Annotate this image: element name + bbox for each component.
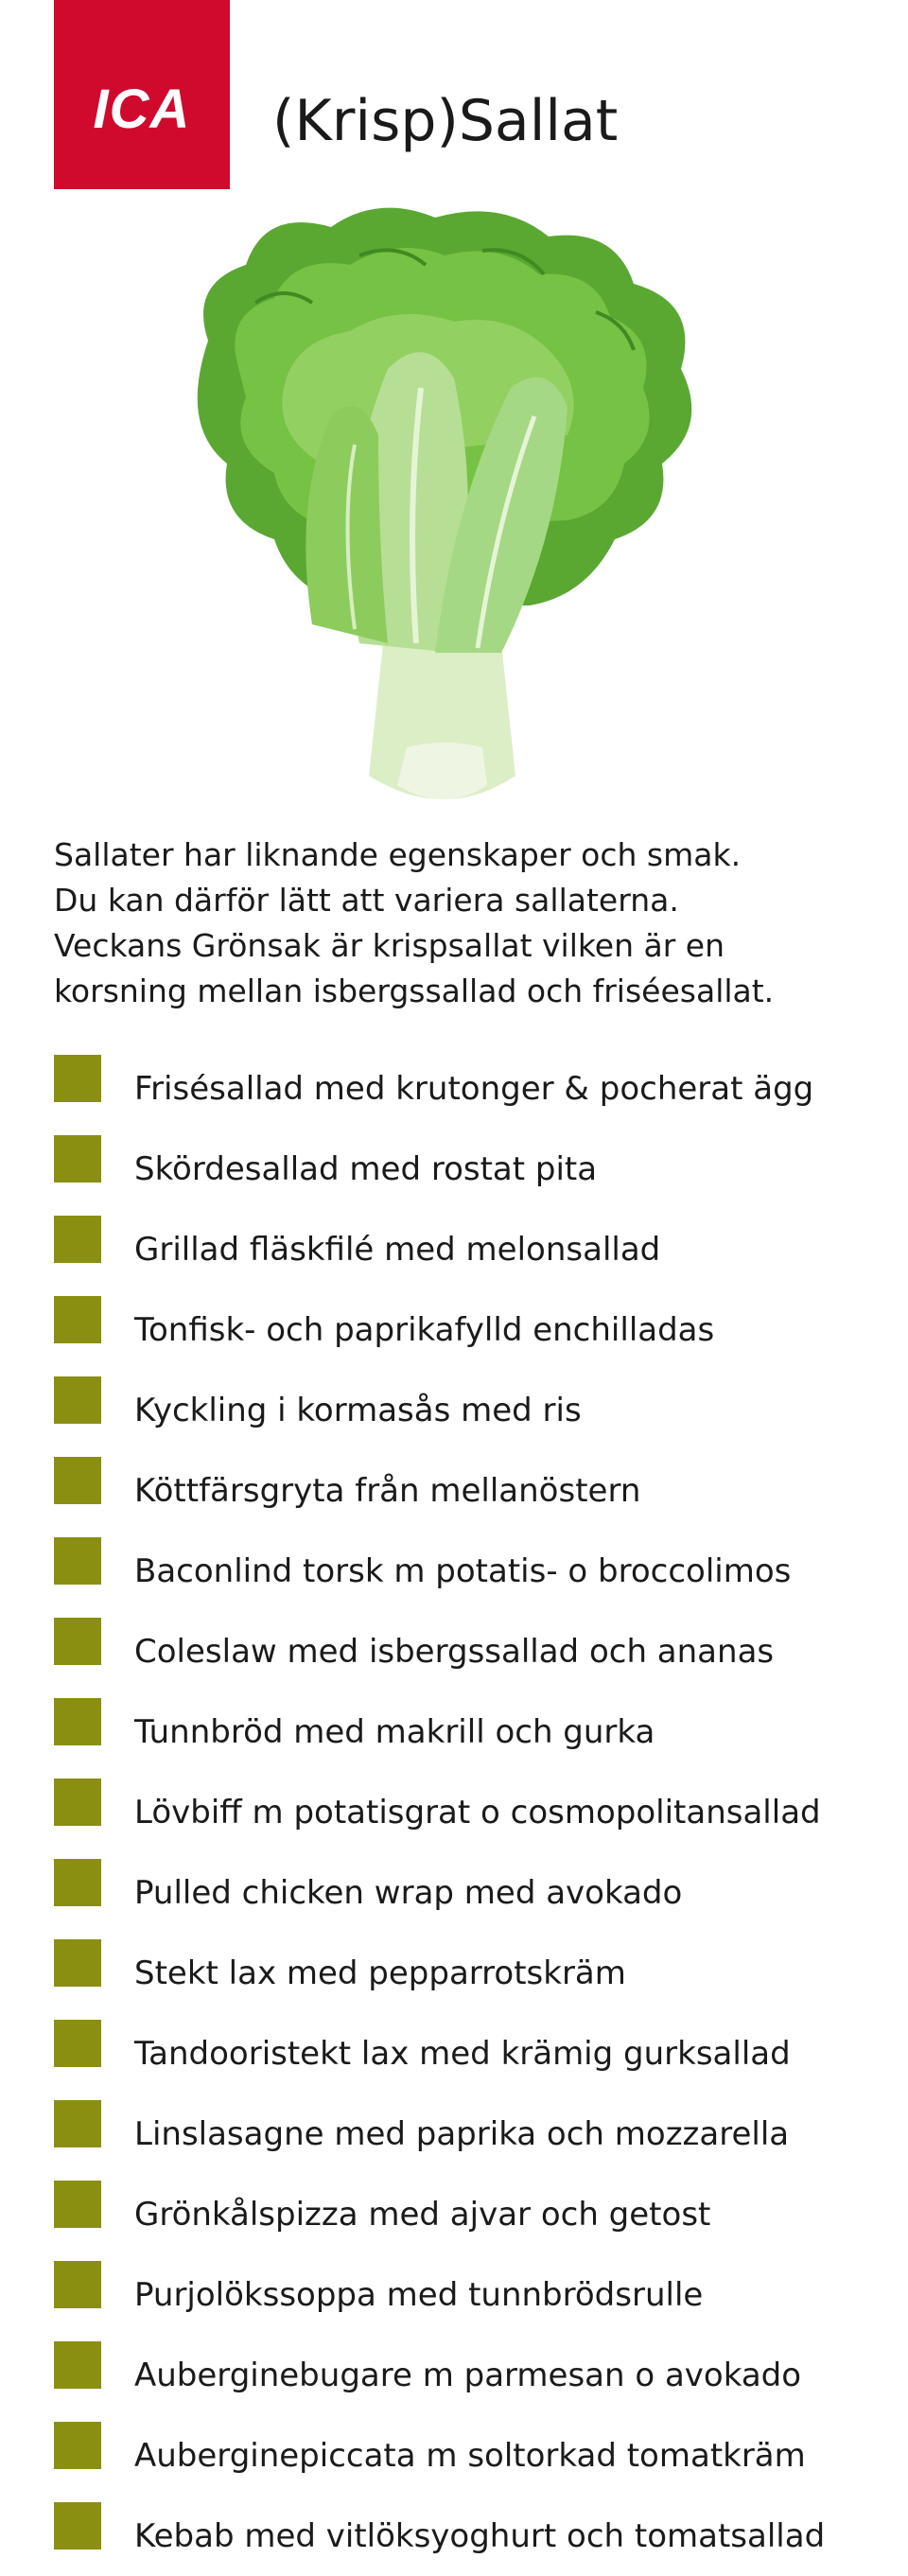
recipe-item (54, 1933, 896, 2013)
intro-line: Veckans Grönsak är krispsallat vilken är en (54, 927, 725, 964)
recipe-label: Baconlind torsk m potatis- o broccolimos (134, 1551, 792, 1590)
recipe-label: Lövbiff m potatisgrat o cosmopolitansallad (134, 1793, 821, 1831)
recipe-label: Köttfärsgryta från mellanöstern (134, 1471, 641, 1510)
recipe-label: Kebab med vitlöksyoghurt och tomatsallad (134, 2516, 826, 2555)
logo-text: ICA (93, 78, 191, 140)
recipe-label: Tunnbröd med makrill och gurka (134, 1712, 655, 1751)
intro-line: korsning mellan isbergssallad och friséesallat. (54, 973, 775, 1009)
recipe-label: Frisésallad med krutonger & pocherat ägg (134, 1069, 814, 1108)
square-bullet-icon (54, 1537, 101, 1585)
recipe-item (54, 1450, 896, 1531)
square-bullet-icon (54, 1216, 101, 1263)
square-bullet-icon (54, 1859, 101, 1906)
recipe-item (54, 2415, 896, 2496)
square-bullet-icon (54, 2502, 101, 2550)
recipe-label: Tandooristekt lax med krämig gurksallad (134, 2034, 791, 2073)
square-bullet-icon (54, 1779, 101, 1826)
recipe-label: Linslasagne med paprika och mozzarella (134, 2114, 790, 2153)
recipe-label: Auberginebugare m parmesan o avokado (134, 2356, 802, 2394)
recipe-item (54, 1531, 896, 1611)
intro-line: Du kan därför lätt att variera sallaterna. (54, 882, 679, 919)
square-bullet-icon (54, 2341, 101, 2389)
recipe-item (54, 2335, 896, 2415)
recipe-label: Stekt lax med pepparrotskräm (134, 1954, 626, 1992)
recipe-label: Skördesallad med rostat pita (134, 1149, 598, 1188)
recipe-label: Tonfisk- och paprikafylld enchilladas (134, 1310, 715, 1349)
recipe-item (54, 1611, 896, 1691)
recipe-item (54, 2496, 896, 2576)
square-bullet-icon (54, 2100, 101, 2147)
square-bullet-icon (54, 1296, 101, 1343)
intro-text (54, 832, 886, 1014)
recipe-item (54, 2094, 896, 2174)
recipe-item (54, 1852, 896, 1933)
recipe-item (54, 1289, 896, 1370)
recipe-item (54, 2013, 896, 2094)
recipe-item (54, 1691, 896, 1772)
recipe-item (54, 2254, 896, 2335)
square-bullet-icon (54, 1618, 101, 1665)
recipe-label: Kyckling i kormasås med ris (134, 1391, 582, 1429)
square-bullet-icon (54, 1457, 101, 1504)
recipe-label: Purjolökssoppa med tunnbrödsrulle (134, 2275, 704, 2314)
recipe-list (54, 1048, 896, 2576)
square-bullet-icon (54, 1939, 101, 1987)
recipe-label: Pulled chicken wrap med avokado (134, 1873, 683, 1912)
recipe-item (54, 1772, 896, 1852)
lettuce-icon (170, 199, 719, 823)
square-bullet-icon (54, 2181, 101, 2228)
intro-line: Sallater har liknande egenskaper och smak. (54, 836, 742, 873)
recipe-item (54, 2174, 896, 2254)
page-title: (Krisp)Sallat (272, 88, 619, 154)
recipe-item (54, 1209, 896, 1289)
square-bullet-icon (54, 1376, 101, 1424)
ica-logo (54, 0, 230, 189)
square-bullet-icon (54, 2020, 101, 2067)
recipe-item (54, 1048, 896, 1129)
recipe-item (54, 1370, 896, 1450)
recipe-label: Coleslaw med isbergssallad och ananas (134, 1632, 775, 1671)
square-bullet-icon (54, 2422, 101, 2469)
square-bullet-icon (54, 1135, 101, 1183)
square-bullet-icon (54, 2261, 101, 2308)
recipe-label: Grillad fläskfilé med melonsallad (134, 1230, 661, 1269)
square-bullet-icon (54, 1055, 101, 1102)
recipe-item (54, 1129, 896, 1209)
recipe-label: Auberginepiccata m soltorkad tomatkräm (134, 2436, 806, 2475)
recipe-label: Grönkålspizza med ajvar och getost (134, 2195, 711, 2234)
square-bullet-icon (54, 1698, 101, 1745)
